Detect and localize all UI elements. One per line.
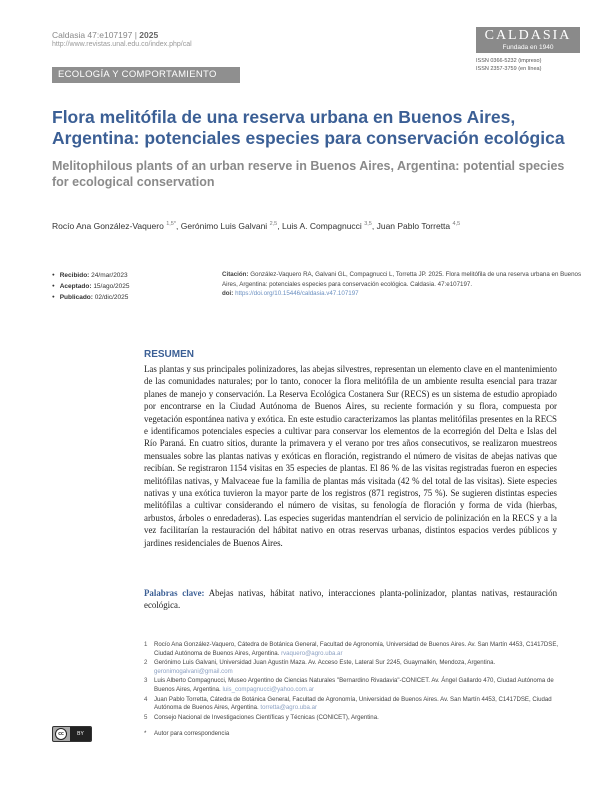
cc-icon: cc	[55, 728, 67, 740]
corresponding-author-note	[144, 730, 229, 737]
article-subtitle: Melitophilous plants of an urban reserve in Buenos Aires, Argentina: potential species for ecological conservation	[52, 159, 565, 189]
footnote-email[interactable]: luis_compagnucci@yahoo.com.ar	[222, 685, 314, 693]
footnote-item	[144, 641, 564, 658]
footnote-item	[144, 659, 564, 676]
cc-by-label: BY	[70, 727, 91, 741]
author-separator: ,	[277, 221, 282, 231]
logo-name: CALDASIA	[484, 28, 572, 43]
footnote-text-wrap	[154, 696, 564, 713]
date-received-label: Recibido:	[59, 272, 90, 279]
journal-citation	[52, 30, 158, 40]
footnote-email[interactable]: rvaquero@agro.uba.ar	[281, 649, 343, 657]
cc-license-badge[interactable]	[52, 726, 92, 742]
abstract-heading: RESUMEN	[144, 349, 195, 360]
author-list	[52, 221, 582, 231]
footnote-text-wrap	[154, 659, 564, 676]
abstract-text: Las plantas y sus principales polinizadores, las abejas silvestres, representan un elemento clave en el mantenimiento de las comunidades naturales; por lo tanto, conocer la flora melitófila de un ambiente resulta esencial para trazar planes de manejo y conservación. La Reserva Ecológica Costanera Sur (RECS) es un sistema de estudio apropiado por encontrarse en la Ciudad Autónoma de Buenos Aires, su reciente formación y su flora, compuesta por vegetación espontánea nativa y exótica. En este estudio caracterizamos las plantas melitófilas presentes en la RECS e identificamos potenciales especies a cultivar para conservar los elementos de la ecorregión del Delta e Islas del Río Paraná. En cuatro sitios, durante la primavera y el verano por tres años consecutivos, se realizaron muestreos mensuales sobre las plantas nativas y exóticas en floración, registrando el número de visitas de abejas nativas que recibían. Se registraron 1154 visitas en 35 especies de plantas. El 86 % de las visitas registradas fueron en especies melitófilas nativas, y Malvaceae fue la familia de plantas más visitada (42 % del total de las visitas). Siete especies nativas y una exótica tuvieron la mayor parte de los registros (871 registros, 75 %). Se sugieren distintas especies melitófilas a cultivar considerando el número de visitas, su fenología de floración y forma de vida (hierbas, arbustos, árboles o enredaderas). Las especies sugeridas mantendrían el servicio de polinización en la RECS y a la vez facilitarían la restauración del hábitat nativo en otras reservas urbanas, distintos espacios verdes públicos y jardines residenciales de Buenos Aires.	[144, 364, 557, 548]
keywords-block	[144, 587, 557, 612]
journal-name: Caldasia 47:e107197 |	[52, 30, 137, 40]
journal-url[interactable]: http://www.revistas.unal.edu.co/index.php/cal	[52, 41, 192, 48]
journal-logo	[476, 27, 580, 53]
footnote-text: Rocío Ana González-Vaquero, Cátedra de Botánica General, Facultad de Agronomía, Universidad de Buenos Aires. Av. San Martín 4453, C1417DSE, Ciudad Autónoma de Buenos Aires, Argentina.	[154, 641, 559, 657]
author-affiliation: 1,5*	[166, 221, 176, 227]
section-label: ECOLOGÍA Y COMPORTAMIENTO	[52, 67, 240, 83]
footnote-number: 2	[144, 659, 148, 667]
corresponding-star: *	[144, 730, 147, 737]
date-published-value: 02/dic/2025	[94, 294, 129, 301]
author-name: Rocío Ana González-Vaquero	[52, 221, 164, 231]
logo-founded: Fundada en 1940	[502, 44, 554, 51]
author-affiliation: 3,5	[364, 221, 372, 227]
article-dates	[52, 270, 129, 303]
footnote-number: 5	[144, 713, 148, 721]
footnote-text-wrap	[154, 714, 564, 723]
date-received	[52, 270, 129, 281]
footnote-number: 4	[144, 695, 148, 703]
author-name: Gerónimo Luis Galvani	[180, 221, 268, 231]
footnote-email[interactable]: geronimogalvani@gmail.com	[154, 667, 233, 675]
footnote-item	[144, 696, 564, 713]
date-accepted	[52, 281, 129, 292]
citation-block	[222, 270, 582, 299]
keywords-text: Abejas nativas, hábitat nativo, interacciones planta-polinizador, plantas nativas, restauración ecológica.	[144, 588, 558, 611]
doi-link[interactable]: https://doi.org/10.15446/caldasia.v47.107197	[235, 290, 359, 298]
date-received-value: 24/mar/2023	[91, 272, 128, 279]
footnote-text: Consejo Nacional de Investigaciones Científicas y Técnicas (CONICET), Argentina.	[154, 713, 379, 721]
footnote-text: Gerónimo Luis Galvani, Universidad Juan Agustín Maza. Av. Acceso Este, Lateral Sur 2245, Guaymallén, Mendoza, Argentina.	[154, 659, 496, 667]
date-accepted-value: 15/ago/2025	[93, 283, 130, 290]
journal-year: 2025	[139, 30, 159, 40]
date-published-label: Publicado:	[59, 294, 93, 301]
footnote-text: Luis Alberto Compagnucci, Museo Argentino de Ciencias Naturales "Bernardino Rivadavia"-CONICET. Av. Ángel Gallardo 470, Ciudad Autónoma de Buenos Aires, Argentina.	[154, 677, 554, 693]
author-name: Juan Pablo Torretta	[376, 221, 451, 231]
article-title: Flora melitófila de una reserva urbana en Buenos Aires, Argentina: potenciales especies para conservación ecológica	[52, 107, 565, 148]
corresponding-text: Autor para correspondencia	[154, 730, 230, 737]
footnote-email[interactable]: torretta@agro.uba.ar	[260, 704, 318, 712]
author-affiliation: 2,5	[269, 221, 278, 227]
keywords-label: Palabras clave:	[144, 588, 205, 598]
citation-label: Citación:	[222, 271, 249, 278]
issn-print: ISSN 0366-5232 (impreso)	[476, 58, 542, 64]
footnote-number: 3	[144, 677, 148, 685]
footnote-text-wrap	[154, 641, 564, 658]
date-published	[52, 292, 129, 303]
footnote-text-wrap	[154, 677, 564, 694]
date-accepted-label: Aceptado:	[59, 283, 92, 290]
issn-online: ISSN 2357-3759 (en línea)	[476, 66, 542, 72]
issn-block	[476, 57, 580, 73]
footnotes	[144, 641, 564, 723]
doi-label: doi:	[222, 290, 234, 298]
citation-text: González-Vaquero RA, Galvani GL, Compagnucci L, Torretta JP. 2025. Flora melitófila de una reserva urbana en Buenos Aires, Argentina: potenciales especies para conservación ecológica. Caldasia. 47:e107197.	[222, 271, 582, 288]
author-separator: ,	[371, 221, 377, 231]
footnote-item	[144, 677, 564, 694]
footnote-text: Juan Pablo Torretta, Cátedra de Botánica General, Facultad de Agronomía, Universidad de Buenos Aires. Av. San Martín 4453, C1417DSE, Ciudad Autónoma de Buenos Aires, Argentina.	[154, 695, 552, 712]
author-separator: ,	[176, 221, 181, 231]
author-name: Luis A. Compagnucci	[281, 221, 362, 231]
author-affiliation: 4,5	[452, 221, 461, 227]
footnote-number: 1	[144, 641, 148, 648]
footnote-item	[144, 714, 564, 723]
